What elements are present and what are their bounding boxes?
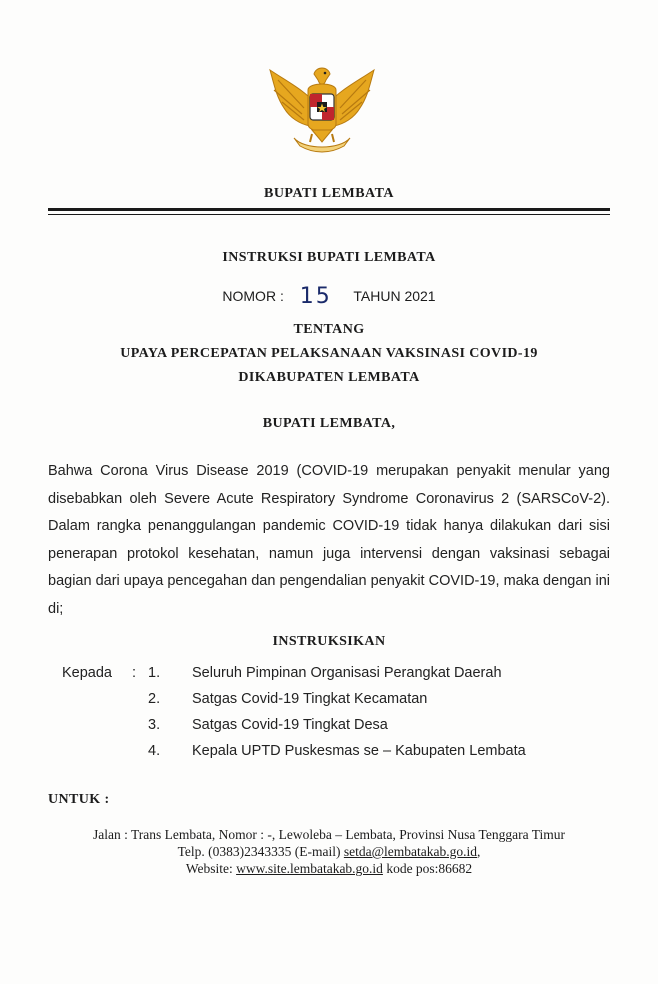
list-item	[62, 712, 602, 738]
kepada-colon: :	[132, 665, 137, 681]
garuda-emblem-icon	[264, 64, 380, 156]
footer-email-link[interactable]: setda@lembatakab.go.id	[343, 844, 478, 859]
instruksikan-heading: INSTRUKSIKAN	[272, 634, 386, 649]
issuer-heading: BUPATI LEMBATA,	[262, 416, 396, 431]
kepada-label: Kepada	[62, 665, 112, 681]
footer-kode-pos: kode pos:86682	[386, 861, 473, 876]
instruction-title: INSTRUKSI BUPATI LEMBATA	[222, 250, 436, 265]
subject-line-1: UPAYA PERCEPATAN PELAKSANAAN VAKSINASI COVID-19	[120, 346, 538, 361]
footer-telp-suffix: ,	[477, 844, 481, 859]
header-title: BUPATI LEMBATA	[263, 186, 395, 201]
nomor-value: 15	[299, 284, 332, 309]
item-number: 3.	[148, 717, 161, 733]
footer-website-link[interactable]: www.site.lembatakab.go.id	[236, 861, 383, 876]
subject-line-2: DIKABUPATEN LEMBATA	[238, 370, 420, 385]
list-item	[62, 738, 602, 764]
header-rule-thick	[48, 208, 610, 211]
nomor-label: NOMOR :	[222, 288, 284, 304]
item-text: Seluruh Pimpinan Organisasi Perangkat Daerah	[192, 665, 502, 681]
item-text: Kepala UPTD Puskesmas se – Kabupaten Lembata	[192, 743, 526, 759]
recipient-list	[62, 660, 602, 764]
list-item	[62, 686, 602, 712]
body-paragraph: Bahwa Corona Virus Disease 2019 (COVID-19 merupakan penyakit menular yang disebabkan oleh Severe Acute Respiratory Syndrome Coronavirus 2 (SARSCoV-2). Dalam rangka penanggulangan pandemic COVID-19 tidak hanya dilakukan dari sisi penerapan protokol kesehatan, namun juga intervensi dengan vaksinasi sebagai bagian dari upaya pencegahan dan pengendalian penyakit COVID-19, maka dengan ini di;	[48, 463, 610, 617]
footer-contact	[0, 843, 658, 860]
footer-address: Jalan : Trans Lembata, Nomor : -, Lewoleba – Lembata, Provinsi Nusa Tenggara Timur	[93, 827, 565, 842]
item-text: Satgas Covid-19 Tingkat Kecamatan	[192, 691, 428, 707]
item-number: 2.	[148, 691, 161, 707]
footer-website-label: Website:	[185, 861, 233, 876]
tahun-label: TAHUN 2021	[353, 288, 436, 304]
nomor-line	[0, 282, 658, 307]
footer-telp: Telp. (0383)2343335 (E-mail)	[177, 844, 341, 859]
footer-website	[0, 860, 658, 877]
item-number: 1.	[148, 665, 161, 681]
tentang-heading: TENTANG	[293, 322, 365, 337]
item-text: Satgas Covid-19 Tingkat Desa	[192, 717, 388, 733]
header-rule-thin	[48, 214, 610, 215]
item-number: 4.	[148, 743, 161, 759]
list-item	[62, 660, 602, 686]
untuk-heading: UNTUK :	[48, 792, 110, 807]
